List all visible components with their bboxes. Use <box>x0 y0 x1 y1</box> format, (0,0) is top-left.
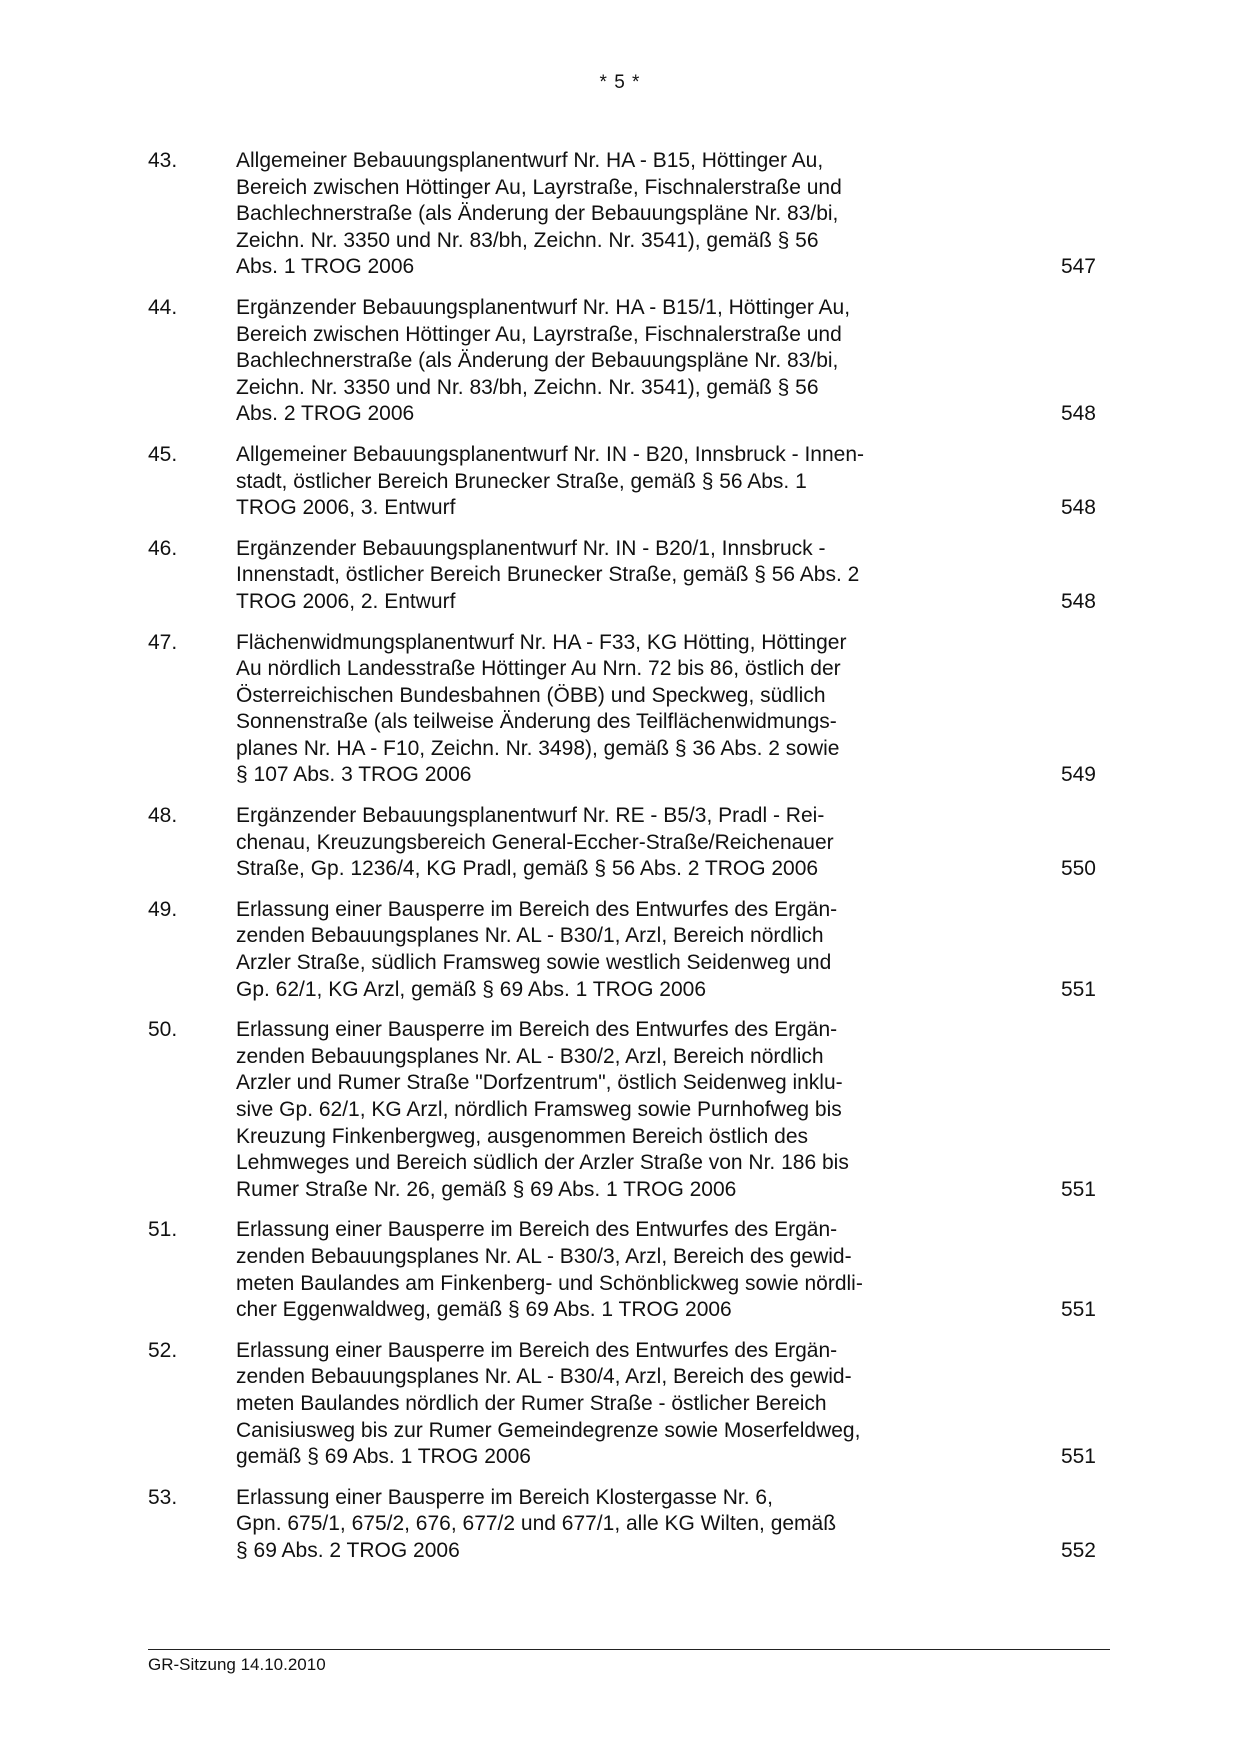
item-description-line: Allgemeiner Bebauungsplanentwurf Nr. HA - B15, Höttinger Au, <box>236 149 824 172</box>
item-description-line: Bachlechnerstraße (als Änderung der Bebauungspläne Nr. 83/bi, <box>236 349 839 373</box>
item-description-line: Ergänzender Bebauungsplanentwurf Nr. RE - B5/3, Pradl - Rei- <box>236 804 825 828</box>
item-description-line: Zeichn. Nr. 3350 und Nr. 83/bh, Zeichn. Nr. 3541), gemäß § 56 <box>236 375 819 399</box>
item-description-line: Gpn. 675/1, 675/2, 676, 677/2 und 677/1, alle KG Wilten, gemäß <box>236 1512 837 1536</box>
item-description-line: sive Gp. 62/1, KG Arzl, nördlich Framsweg sowie Purnhofweg bis <box>236 1098 842 1121</box>
item-number: 49. <box>148 897 178 921</box>
item-description-line: meten Baulandes nördlich der Rumer Straße - östlicher Bereich <box>236 1391 827 1415</box>
agenda-item <box>148 1485 1098 1565</box>
item-number: 45. <box>148 442 178 466</box>
item-description-line: Bachlechnerstraße (als Änderung der Bebauungspläne Nr. 83/bi, <box>236 202 839 226</box>
item-description-line: Kreuzung Finkenbergweg, ausgenommen Bereich östlich des <box>236 1124 808 1148</box>
item-description-line: Erlassung einer Bausperre im Bereich Klostergasse Nr. 6, <box>236 1485 773 1509</box>
item-page-reference: 551 <box>1060 1445 1096 1469</box>
agenda-list <box>148 148 1098 1579</box>
item-number: 48. <box>148 804 178 828</box>
item-description-line: zenden Bebauungsplanes Nr. AL - B30/4, Arzl, Bereich des gewid- <box>236 1365 852 1389</box>
item-page-reference: 551 <box>1060 1298 1096 1322</box>
item-description-line: § 69 Abs. 2 TROG 2006 <box>236 1538 460 1562</box>
item-description-line: Innenstadt, östlicher Bereich Brunecker Straße, gemäß § 56 Abs. 2 <box>236 563 860 587</box>
item-description <box>236 295 936 428</box>
footer-divider <box>148 1649 1110 1650</box>
item-description <box>236 630 936 790</box>
item-description-line: Lehmweges und Bereich südlich der Arzler Straße von Nr. 186 bis <box>236 1151 849 1175</box>
item-description-line: Flächenwidmungsplanentwurf Nr. HA - F33, KG Hötting, Höttinger <box>236 630 847 654</box>
item-description-line: Zeichn. Nr. 3350 und Nr. 83/bh, Zeichn. Nr. 3541), gemäß § 56 <box>236 228 819 252</box>
item-description <box>236 536 936 616</box>
item-description-line: Erlassung einer Bausperre im Bereich des Entwurfes des Ergän- <box>236 1218 838 1242</box>
item-number: 44. <box>148 295 178 319</box>
item-description-line: TROG 2006, 2. Entwurf <box>236 589 456 613</box>
item-description-line: zenden Bebauungsplanes Nr. AL - B30/1, Arzl, Bereich nördlich <box>236 924 824 948</box>
agenda-item <box>148 897 1098 1003</box>
item-number: 50. <box>148 1018 178 1042</box>
agenda-item <box>148 1017 1098 1203</box>
item-description-line: Erlassung einer Bausperre im Bereich des Entwurfes des Ergän- <box>236 897 838 921</box>
item-description-line: Erlassung einer Bausperre im Bereich des Entwurfes des Ergän- <box>236 1338 838 1362</box>
item-number: 46. <box>148 536 178 560</box>
agenda-item <box>148 295 1098 428</box>
item-description <box>236 442 936 522</box>
item-description-line: Allgemeiner Bebauungsplanentwurf Nr. IN - B20, Innsbruck - Innen- <box>236 442 865 466</box>
item-description-line: Au nördlich Landesstraße Höttinger Au Nrn. 72 bis 86, östlich der <box>236 657 841 681</box>
item-description-line: Bereich zwischen Höttinger Au, Layrstraße, Fischnalerstraße und <box>236 175 842 199</box>
item-page-reference: 548 <box>1060 496 1096 520</box>
item-page-reference: 550 <box>1060 857 1096 881</box>
agenda-item <box>148 442 1098 522</box>
item-number: 51. <box>148 1218 178 1242</box>
item-description-line: stadt, östlicher Bereich Brunecker Straße, gemäß § 56 Abs. 1 <box>236 469 807 493</box>
item-description <box>236 1217 936 1323</box>
item-number: 43. <box>148 149 178 172</box>
item-number: 52. <box>148 1338 178 1362</box>
item-page-reference: 551 <box>1060 1177 1096 1201</box>
page-number: * 5 * <box>599 72 641 93</box>
item-description-line: TROG 2006, 3. Entwurf <box>236 496 456 520</box>
item-description-line: Österreichischen Bundesbahnen (ÖBB) und Speckweg, südlich <box>236 683 826 707</box>
agenda-item <box>148 630 1098 790</box>
item-description <box>236 1485 936 1565</box>
item-number: 53. <box>148 1485 178 1509</box>
item-description-line: chenau, Kreuzungsbereich General-Eccher-Straße/Reichenauer <box>236 830 834 854</box>
item-description-line: Sonnenstraße (als teilweise Änderung des Teilflächenwidmungs- <box>236 710 837 734</box>
item-description <box>236 803 936 883</box>
agenda-item <box>148 1217 1098 1323</box>
item-description-line: Gp. 62/1, KG Arzl, gemäß § 69 Abs. 1 TROG 2006 <box>236 977 707 1001</box>
item-description <box>236 897 936 1003</box>
item-description-line: Arzler und Rumer Straße "Dorfzentrum", östlich Seidenweg inklu- <box>236 1071 843 1095</box>
item-description-line: § 107 Abs. 3 TROG 2006 <box>236 763 472 787</box>
item-description-line: Bereich zwischen Höttinger Au, Layrstraße, Fischnalerstraße und <box>236 322 842 346</box>
item-page-reference: 549 <box>1060 763 1096 787</box>
item-number: 47. <box>148 630 178 654</box>
item-page-reference: 548 <box>1060 402 1096 426</box>
item-description-line: zenden Bebauungsplanes Nr. AL - B30/3, Arzl, Bereich des gewid- <box>236 1244 852 1268</box>
item-description-line: planes Nr. HA - F10, Zeichn. Nr. 3498), gemäß § 36 Abs. 2 sowie <box>236 736 840 760</box>
agenda-item <box>148 803 1098 883</box>
agenda-item <box>148 1338 1098 1471</box>
item-description-line: Rumer Straße Nr. 26, gemäß § 69 Abs. 1 TROG 2006 <box>236 1177 737 1201</box>
agenda-item <box>148 536 1098 616</box>
item-description-line: Ergänzender Bebauungsplanentwurf Nr. IN - B20/1, Innsbruck - <box>236 536 826 560</box>
item-page-reference: 551 <box>1060 977 1096 1001</box>
item-description <box>236 1017 936 1203</box>
item-description-line: Ergänzender Bebauungsplanentwurf Nr. HA - B15/1, Höttinger Au, <box>236 295 851 319</box>
item-description-line: Arzler Straße, südlich Framsweg sowie westlich Seidenweg und <box>236 951 832 975</box>
item-description-line: gemäß § 69 Abs. 1 TROG 2006 <box>236 1445 531 1469</box>
item-description-line: Straße, Gp. 1236/4, KG Pradl, gemäß § 56 Abs. 2 TROG 2006 <box>236 857 819 881</box>
item-description-line: meten Baulandes am Finkenberg- und Schönblickweg sowie nördli- <box>236 1271 863 1295</box>
item-page-reference: 548 <box>1060 589 1096 613</box>
item-description <box>236 148 936 281</box>
item-page-reference: 552 <box>1060 1538 1096 1562</box>
agenda-item <box>148 148 1098 281</box>
item-description-line: Canisiusweg bis zur Rumer Gemeindegrenze sowie Moserfeldweg, <box>236 1418 861 1442</box>
item-page-reference: 547 <box>1060 255 1096 279</box>
footer-session-date: GR-Sitzung 14.10.2010 <box>148 1655 326 1674</box>
item-description-line: cher Eggenwaldweg, gemäß § 69 Abs. 1 TROG 2006 <box>236 1298 732 1322</box>
item-description-line: Abs. 2 TROG 2006 <box>236 402 415 426</box>
item-description-line: Erlassung einer Bausperre im Bereich des Entwurfes des Ergän- <box>236 1018 838 1042</box>
item-description-line: Abs. 1 TROG 2006 <box>236 255 415 279</box>
item-description <box>236 1338 936 1471</box>
item-description-line: zenden Bebauungsplanes Nr. AL - B30/2, Arzl, Bereich nördlich <box>236 1044 824 1068</box>
